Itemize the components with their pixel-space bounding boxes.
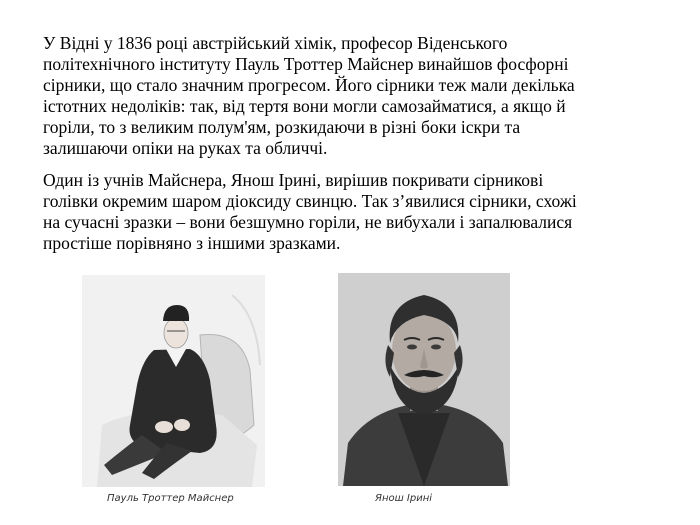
text-line: Один із учнів Майснера, Янош Ірині, вирішив покривати сірникові: [43, 170, 544, 190]
text-line: голівки окремим шаром діоксиду свинцю. Так з’явилися сірники, схожі: [43, 191, 577, 211]
portrait-meissner-drawing: [82, 275, 265, 487]
paragraph-meissner: [43, 33, 655, 159]
text-line: простіше порівняно з іншими зразками.: [43, 233, 341, 253]
portrait-meissner-image: [82, 275, 265, 487]
text-line: політехнічного інституту Пауль Троттер Майснер винайшов фосфорні: [43, 54, 569, 74]
text-line: залишаючи опіки на руках та обличчі.: [43, 138, 328, 158]
text-line: на сучасні зразки – вони безшумно горіли, не вибухали і запалювалися: [43, 212, 573, 232]
caption-meissner: Пауль Троттер Майснер: [107, 493, 234, 504]
paragraph-irinyi: [43, 170, 655, 254]
caption-irinyi: Янош Ірині: [375, 493, 433, 504]
text-line: істотних недоліків: так, від тертя вони могли самозайматися, а якщо й: [43, 96, 566, 116]
text-line: горіли, то з великим полум'ям, розкидаючи в різні боки іскри та: [43, 117, 521, 137]
portrait-irinyi-drawing: [338, 273, 510, 486]
text-line: сірники, що стало значним прогресом. Його сірники теж мали декілька: [43, 75, 575, 95]
text-line: У Відні у 1836 році австрійський хімік, професор Віденського: [43, 33, 508, 53]
portrait-irinyi-image: [338, 273, 510, 486]
